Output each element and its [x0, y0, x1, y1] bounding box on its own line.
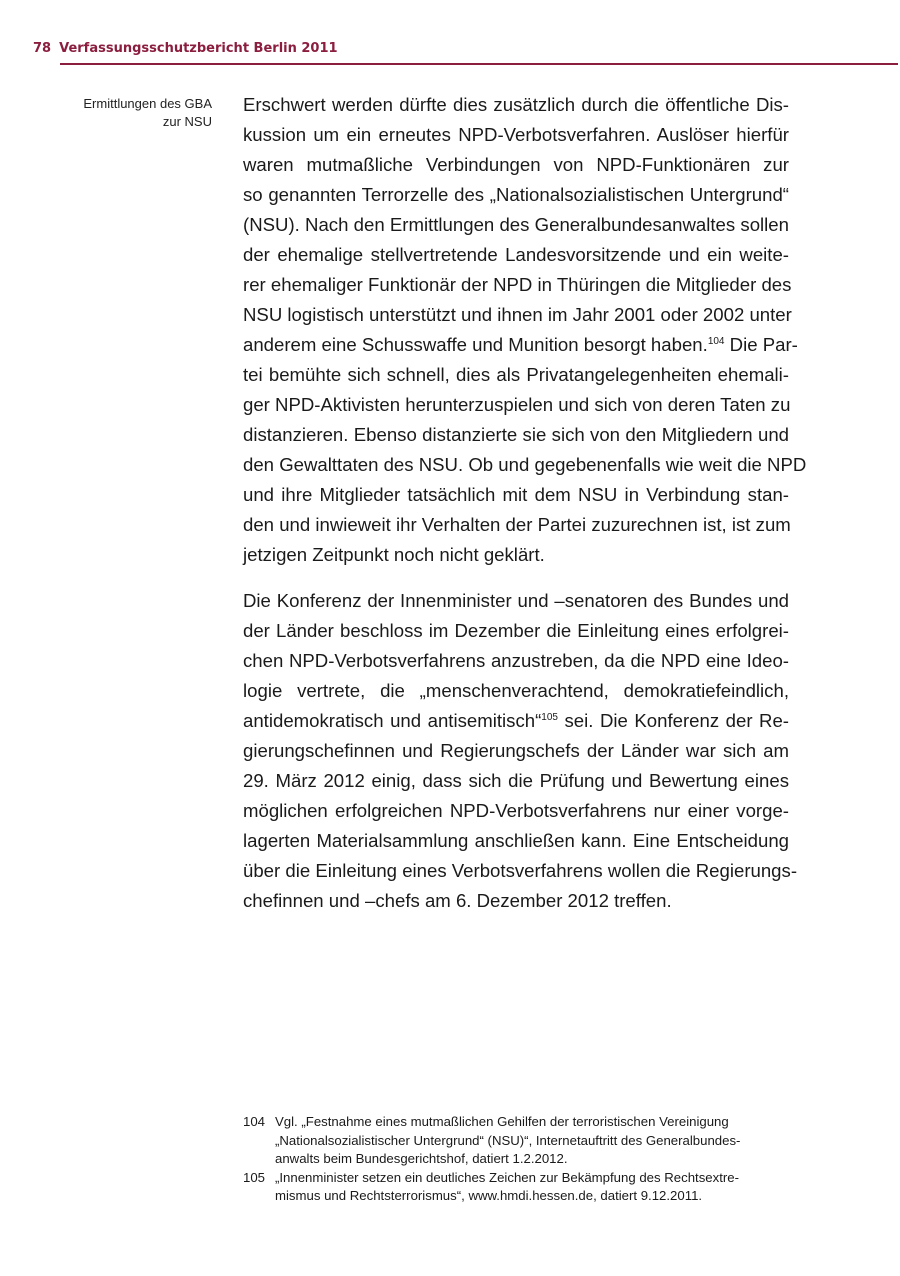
text-line: chefinnen und –chefs am 6. Dezember 2012 treffen. — [243, 890, 672, 911]
running-header — [33, 41, 338, 59]
text-line: gierungschefinnen und Regierungschefs der Länder war sich am — [243, 740, 789, 761]
text-line: lagerten Materialsammlung anschließen kann. Eine Entscheidung — [243, 830, 789, 851]
text-line: den Gewalttaten des NSU. Ob und gegebenenfalls wie weit die NPD — [243, 454, 807, 475]
text-line: ger NPD-Aktivisten herunterzuspielen und sich von deren Taten zu — [243, 394, 791, 415]
text-line: chen NPD-Verbotsverfahrens anzustreben, da die NPD eine Ideo- — [243, 650, 789, 671]
margin-note-line: zur NSU — [162, 114, 212, 129]
paragraph — [243, 586, 798, 916]
text-line: kussion um ein erneutes NPD-Verbotsverfahren. Auslöser hierfür — [243, 124, 789, 145]
text-line: über die Einleitung eines Verbotsverfahrens wollen die Regierungs- — [243, 860, 798, 881]
text-line — [243, 330, 798, 360]
text-line: tei bemühte sich schnell, dies als Privatangelegenheiten ehemali- — [243, 364, 789, 385]
text-line: den und inwieweit ihr Verhalten der Partei zuzurechnen ist, ist zum — [243, 514, 791, 535]
text-line: Die Konferenz der Innenminister und –senatoren des Bundes und — [243, 590, 789, 611]
document-title: Verfassungsschutzbericht Berlin 2011 — [59, 41, 338, 56]
footnote-reference[interactable]: 105 — [541, 712, 558, 723]
page-number: 78 — [33, 41, 52, 56]
text-line: distanzieren. Ebenso distanzierte sie sich von den Mitgliedern und — [243, 424, 789, 445]
text-fragment: sei. Die Konferenz der Re- — [557, 710, 789, 731]
footnote-105 — [243, 1169, 803, 1206]
text-line: der ehemalige stellvertretende Landesvorsitzende und ein weite- — [243, 244, 789, 265]
text-line: rer ehemaliger Funktionär der NPD in Thüringen die Mitglieder des — [243, 274, 792, 295]
text-line: Erschwert werden dürfte dies zusätzlich durch die öffentliche Dis- — [243, 94, 789, 115]
margin-note — [60, 95, 212, 131]
footnote-line: Vgl. „Festnahme eines mutmaßlichen Gehilfen der terroristischen Vereinigung — [275, 1114, 729, 1129]
text-line: so genannten Terrorzelle des „Nationalsozialistischen Untergrund“ — [243, 184, 789, 205]
text-fragment: Die Par- — [724, 334, 798, 355]
footnote-line: „Innenminister setzen ein deutliches Zeichen zur Bekämpfung des Rechtsextre- — [275, 1169, 739, 1185]
footnote-text — [275, 1113, 803, 1169]
text-line — [243, 706, 789, 736]
text-line: jetzigen Zeitpunkt noch nicht geklärt. — [243, 544, 545, 565]
text-line: der Länder beschloss im Dezember die Einleitung eines erfolgrei- — [243, 620, 789, 641]
header-rule — [60, 63, 898, 65]
text-line: waren mutmaßliche Verbindungen von NPD-Funktionären zur — [243, 154, 789, 175]
text-line: möglichen erfolgreichen NPD-Verbotsverfahrens nur einer vorge- — [243, 800, 789, 821]
footnote-line: „Nationalsozialistischer Untergrund“ (NSU)“, Internetauftritt des Generalbundes- — [275, 1132, 741, 1148]
footnote-line: anwalts beim Bundesgerichtshof, datiert 1.2.2012. — [275, 1151, 568, 1166]
footnote-number: 104 — [243, 1114, 266, 1129]
footnote-reference[interactable]: 104 — [707, 336, 725, 347]
body-text — [243, 90, 807, 932]
paragraph — [243, 90, 807, 570]
text-line: (NSU). Nach den Ermittlungen des Generalbundesanwaltes sollen — [243, 214, 789, 235]
text-line: NSU logistisch unterstützt und ihnen im Jahr 2001 oder 2002 unter — [243, 304, 792, 325]
text-fragment: anderem eine Schusswaffe und Munition besorgt haben. — [243, 334, 708, 355]
footnote-line: mismus und Rechtsterrorismus“, www.hmdi.hessen.de, datiert 9.12.2011. — [275, 1188, 703, 1203]
text-fragment: antidemokratisch und antisemitisch“ — [243, 710, 542, 731]
footnote-number: 105 — [243, 1169, 266, 1185]
text-line: logie vertrete, die „menschenverachtend, demokratiefeindlich, — [243, 680, 789, 701]
text-line: 29. März 2012 einig, dass sich die Prüfung und Bewertung eines — [243, 770, 789, 791]
text-line: und ihre Mitglieder tatsächlich mit dem NSU in Verbindung stan- — [243, 484, 789, 505]
footnote-104 — [243, 1113, 803, 1169]
footnotes — [243, 1113, 803, 1206]
footnote-text — [275, 1169, 803, 1206]
margin-note-line: Ermittlungen des GBA — [83, 96, 212, 111]
